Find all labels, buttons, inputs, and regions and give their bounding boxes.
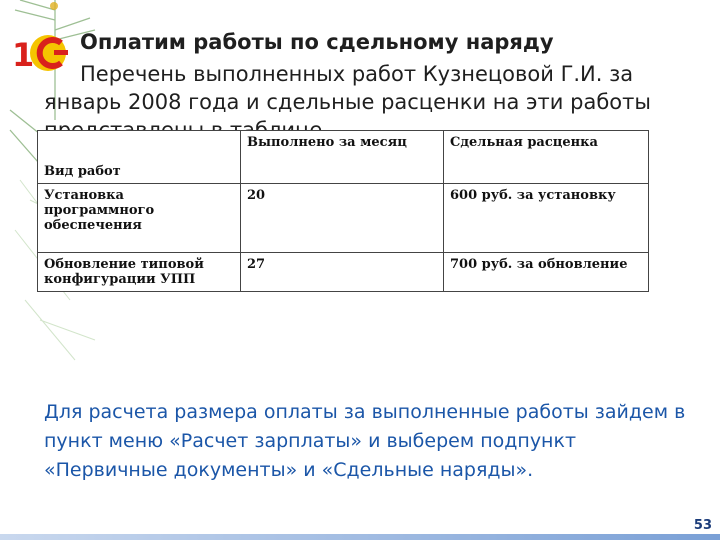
cell-rate: 700 руб. за обновление [444, 253, 649, 292]
header-cell-done: Выполнено за месяц [241, 131, 444, 184]
table-header-row [38, 131, 649, 184]
header-label-work-type: Вид работ [44, 164, 121, 179]
slide-title: Оплатим работы по сдельному наряду [80, 30, 554, 54]
footer-bar [0, 534, 720, 540]
svg-text:1: 1 [12, 36, 35, 74]
header-cell-rate: Сдельная расценка [444, 131, 649, 184]
table-row [38, 253, 649, 292]
intro-paragraph: Перечень выполненных работ Кузнецовой Г.И. за январь 2008 года и сдельные расценки на эти работы [44, 62, 651, 114]
cell-rate: 600 руб. за установку [444, 184, 649, 253]
cell-done: 20 [241, 184, 444, 253]
works-table [37, 130, 649, 292]
instruction-paragraph: Для расчета размера оплаты за выполненные работы зайдем в пункт меню «Расчет зарплаты» и выберем подпункт «Первичные документы» и «Сдельные наряды». [44, 401, 686, 481]
page-number: 53 [693, 518, 712, 533]
header-cell-work-type [38, 131, 241, 184]
table-row [38, 184, 649, 253]
cell-work-type: Обновление типовой конфигурации УПП [38, 253, 241, 292]
cell-work-type: Установка программного обеспечения [38, 184, 241, 253]
cell-done: 27 [241, 253, 444, 292]
